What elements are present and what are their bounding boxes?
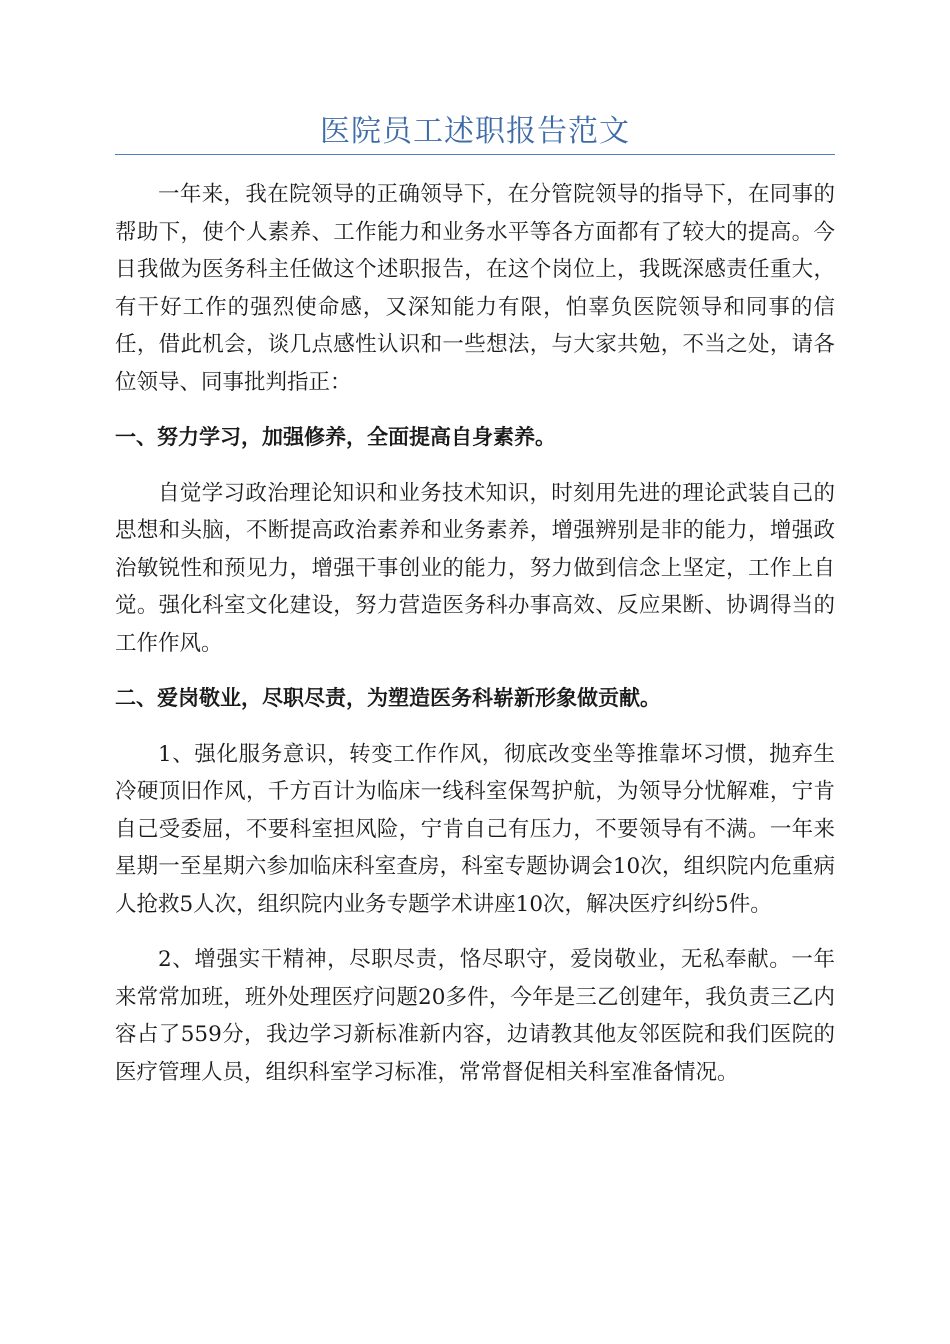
section-heading-2: 二、爱岗敬业，尽职尽责，为塑造医务科崭新形象做贡献。 [115,686,661,710]
section-heading-1: 一、努力学习，加强修养，全面提高自身素养。 [115,425,556,449]
title-divider [115,154,835,155]
intro-paragraph: 一年来，我在院领导的正确领导下，在分管院领导的指导下，在同事的帮助下，使个人素养、工作能力和业务水平等各方面都有了较大的提高。今日我做为医务科主任做这个述职报告，在这个岗位上，我既深感责任重大，有干好工作的强烈使命感，又深知能力有限，怕辜负医院领导和同事的信任，借此机会，谈几点感性认识和一些想法，与大家共勉，不当之处，请各位领导、同事批判指正： [115,182,835,395]
section-1-paragraph: 自觉学习政治理论知识和业务技术知识，时刻用先进的理论武装自己的思想和头脑，不断提高政治素养和业务素养，增强辨别是非的能力，增强政治敏锐性和预见力，增强干事创业的能力，努力做到信念上坚定，工作上自觉。强化科室文化建设，努力营造医务科办事高效、反应果断、协调得当的工作作风。 [115,480,835,656]
section-2-item-2-paragraph: 2、增强实干精神，尽职尽责，恪尽职守，爱岗敬业，无私奉献。一年来常常加班，班外处理医疗问题20多件，今年是三乙创建年，我负责三乙内容占了559分，我边学习新标准新内容，边请教其他友邻医院和我们医院的医疗管理人员，组织科室学习标准，常常督促相关科室准备情况。 [115,947,835,1085]
document-title: 医院员工述职报告范文 [320,114,630,149]
section-2-item-1-paragraph: 1、强化服务意识，转变工作作风，彻底改变坐等推靠坏习惯，抛弃生冷硬顶旧作风，千方百计为临床一线科室保驾护航，为领导分忧解难，宁肯自己受委屈，不要科室担风险，宁肯自己有压力，不要领导有不满。一年来星期一至星期六参加临床科室查房，科室专题协调会10次，组织院内危重病人抢救5人次，组织院内业务专题学术讲座10次，解决医疗纠纷5件。 [115,741,835,917]
document-body [115,176,835,1109]
